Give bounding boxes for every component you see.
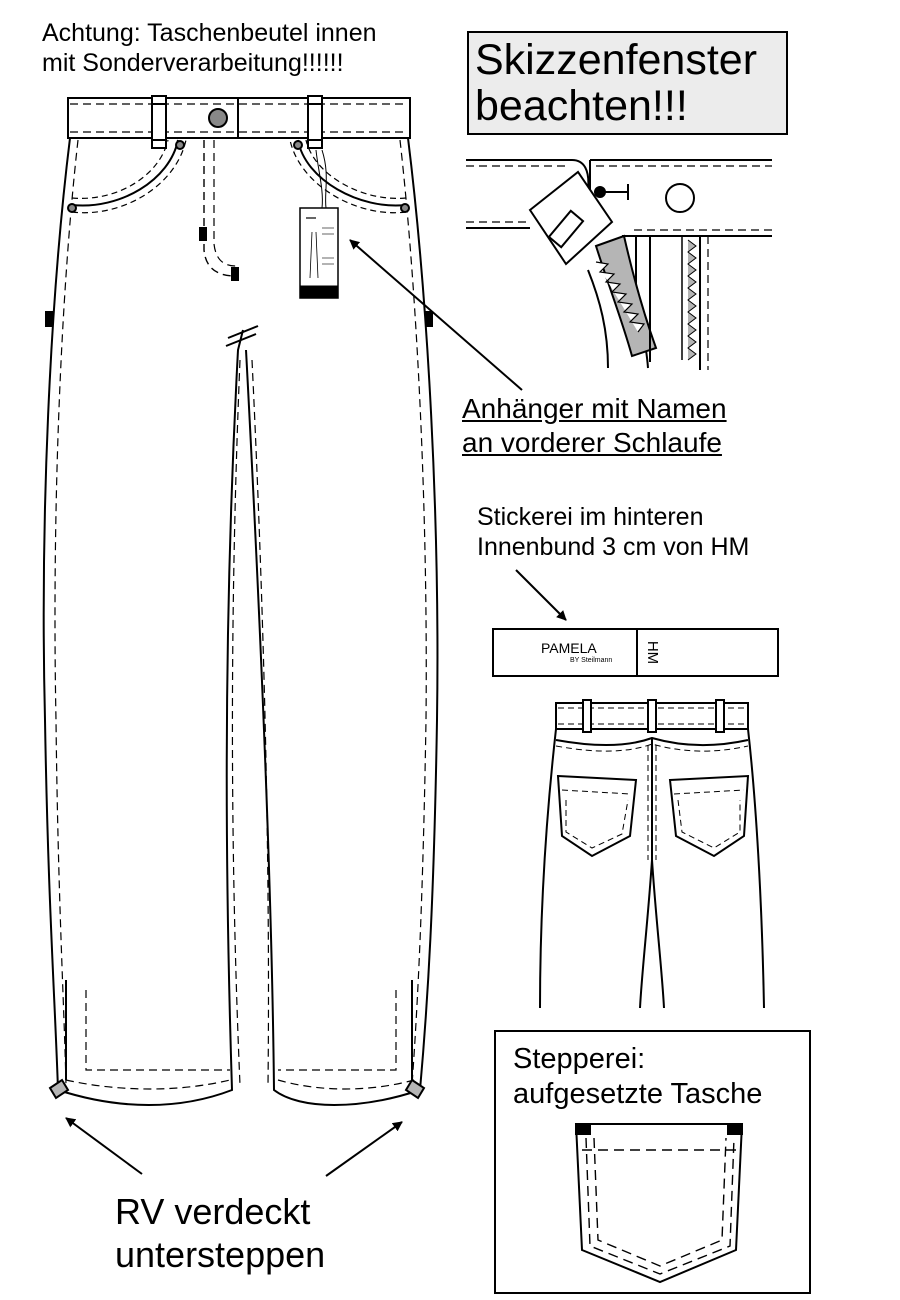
fly-stitching: [204, 140, 236, 276]
embroidery-note-line1: Stickerei im hinteren: [477, 503, 704, 531]
embroidery-note: [477, 502, 749, 562]
stitching-note: [513, 1042, 762, 1112]
sketch-window-callout: [467, 31, 788, 135]
waistband-detail: [466, 160, 772, 370]
stitching-note-line2: aufgesetzte Tasche: [513, 1077, 763, 1110]
zipper-arrow-right: [326, 1122, 402, 1176]
front-jeans: [44, 96, 438, 1105]
label-brand: PAMELA: [541, 640, 597, 656]
zipper-note-line1: RV verdeckt: [115, 1191, 311, 1232]
pocket-bag-note: [42, 18, 377, 78]
detail-button: [666, 184, 694, 212]
embroidery-note-line2: Innenbund 3 cm von HM: [477, 533, 750, 561]
front-button: [209, 109, 227, 127]
hem-zipper-left: [50, 1080, 68, 1098]
label-subtitle: BY Steilmann: [570, 657, 613, 664]
inner-waistband-label: [492, 628, 779, 677]
right-leg-outline: [246, 138, 437, 1105]
hangtag-note-line2: an vorderer Schlaufe: [462, 426, 722, 458]
back-pocket-left: [558, 776, 636, 856]
hangtag-arrow: [350, 240, 522, 390]
label-divider: [636, 630, 638, 675]
back-jeans: [540, 700, 764, 1008]
sketch-window-line1: Skizzenfenster: [475, 36, 758, 84]
hangtag-note: [462, 392, 727, 459]
label-hm-mark: HM: [644, 640, 662, 665]
back-pocket-right: [670, 776, 748, 856]
left-leg-outline: [44, 138, 243, 1105]
zipper-note: [115, 1190, 325, 1276]
pocket-bag-note-line2: mit Sonderverarbeitung!!!!!!: [42, 49, 344, 77]
front-pocket-left: [72, 140, 178, 206]
zipper-arrow-left: [66, 1118, 142, 1174]
embroidery-arrow: [516, 570, 566, 620]
front-pocket-right: [298, 140, 406, 206]
pocket-bag-note-line1: Achtung: Taschenbeutel innen: [42, 19, 377, 47]
stitching-note-line1: Stepperei:: [513, 1043, 646, 1075]
stitching-box: [494, 1030, 811, 1294]
sketch-window-line2: beachten!!!: [475, 82, 688, 131]
hangtag-note-line1: Anhänger mit Namen: [462, 393, 727, 424]
zipper-note-line2: untersteppen: [115, 1234, 326, 1276]
